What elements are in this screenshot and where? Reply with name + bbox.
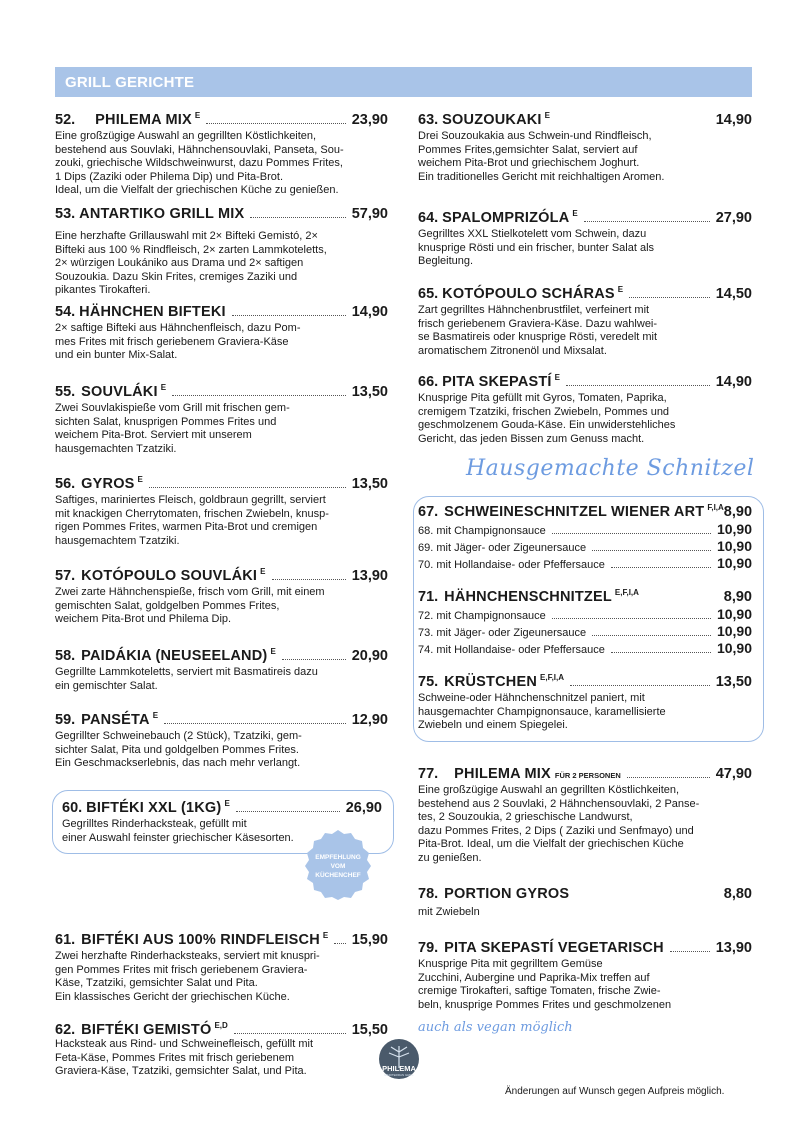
chef-recommendation-badge — [302, 828, 374, 900]
menu-item-79 — [418, 936, 752, 1012]
menu-item-61 — [55, 928, 388, 1004]
menu-item-63 — [418, 108, 752, 184]
item-allergens: E — [322, 931, 329, 940]
menu-item-67 — [418, 500, 752, 571]
item-name: BIFTÉKI XXL (1KG) — [86, 800, 222, 816]
item-allergens: E — [194, 111, 201, 120]
schnitzel-section-title: Hausgemachte Schnitzel — [466, 456, 755, 481]
badge-line3: KÜCHENCHEF — [315, 872, 361, 879]
item-price: 13,50 — [351, 384, 388, 400]
menu-item-52 — [55, 108, 388, 198]
item-number: 53. — [55, 206, 76, 222]
item-number: 78. — [418, 886, 439, 902]
item-description: Gegrilltes Rinderhacksteak, gefüllt mit einer Auswahl feinster griechischer Käsesorten. — [62, 818, 294, 844]
item-number: 62. — [55, 1022, 76, 1038]
item-description: Gegrillte Lammkoteletts, serviert mit Basmatireis dazu ein gemischter Salat. — [55, 666, 318, 692]
item-description: mit Zwiebeln — [418, 906, 480, 918]
item-name: SOUVLÁKI — [81, 384, 158, 400]
item-description: Schweine-oder Hähnchenschnitzel paniert, mit hausgemachter Champignonsauce, karamellisierte Zwiebeln und einem Spiegelei. — [418, 692, 666, 732]
item-name: PHILEMA MIX — [454, 766, 551, 782]
menu-item-55 — [55, 380, 388, 456]
section-header — [55, 67, 752, 97]
logo-subtitle: MEDITERRAN GRILL — [384, 1073, 414, 1077]
item-number: 61. — [55, 932, 76, 948]
item-allergens: E,D — [214, 1021, 228, 1030]
menu-item-56 — [55, 472, 388, 548]
item-name: PHILEMA MIX — [95, 112, 192, 128]
item-price: 14,90 — [715, 112, 752, 128]
menu-item-58 — [55, 644, 388, 693]
item-number: 63. — [418, 112, 439, 128]
menu-item-53 — [55, 202, 388, 298]
item-price: 13,50 — [715, 674, 752, 690]
item-description: Zwei herzhafte Rinderhacksteaks, serviert mit knuspri- gen Pommes Frites mit frisch geriebenem Graviera- Käse, Tzatziki, gemsichter Salat und Pita. Ein klassisches Gericht der griechischen Küche. — [55, 950, 320, 1003]
item-name: PANSÉTA — [81, 712, 150, 728]
item-price: 13,90 — [715, 940, 752, 956]
menu-item-57 — [55, 564, 388, 627]
item-price: 20,90 — [351, 648, 388, 664]
item-description: 2× saftige Bifteki aus Hähnchenfleisch, dazu Pom- mes Frites mit frisch geriebenem Graviera-Käse und ein bunter Mix-Salat. — [55, 322, 301, 362]
item-allergens: E — [260, 567, 266, 576]
item-price: 15,50 — [351, 1022, 388, 1038]
item-number: 67. — [418, 504, 439, 520]
item-name: BIFTÉKI AUS 100% RINDFLEISCH — [81, 932, 320, 948]
item-price: 15,90 — [351, 932, 388, 948]
item-name: KOTÓPOULO SCHÁRAS — [442, 286, 615, 302]
item-description: Eine herzhafte Grillauswahl mit 2× Bifteki Gemistó, 2× Bifteki aus 100 % Rindfleisch, 2× zarten Lammkoteletts, 2× würzigen Loukániko aus Drama und 2× saftigen Souzoukia. Dazu Skin Frites, cremiges Zaziki und pikantes Tirokafteri. — [55, 230, 327, 297]
sub-item: 74. mit Hollandaise- oder Pfeffersauce 10,90 — [418, 640, 752, 656]
badge-line1: EMPFEHLUNG — [315, 854, 361, 861]
item-description: Knusprige Pita mit gegrilltem Gemüse Zucchini, Aubergine und Paprika-Mix treffen auf cremige Tirokafteri, saftige Tomaten, frische Zwie- beln, knusprige Pommes Frites und geschmolzenen — [418, 958, 672, 1011]
item-price: 47,90 — [715, 766, 752, 782]
item-description: Saftiges, mariniertes Fleisch, goldbraun gegrillt, serviert mit knackigen Cherrytomaten, frischen Zwiebeln, knusp- rigen Pommes Frites, warmen Pita-Brot und cremigen hausgemachtem Tzatziki. — [55, 494, 329, 547]
item-number: 79. — [418, 940, 439, 956]
item-number: 77. — [418, 766, 439, 782]
item-name: KRÜSTCHEN — [444, 674, 538, 690]
item-allergens: E — [544, 111, 550, 120]
item-number: 66. — [418, 374, 439, 390]
item-allergens: E — [617, 285, 624, 294]
item-price: 27,90 — [715, 210, 752, 226]
item-number: 75. — [418, 674, 439, 690]
menu-item-64 — [418, 206, 752, 269]
item-number: 58. — [55, 648, 76, 664]
item-allergens: E — [160, 383, 167, 392]
item-description: Eine großzügige Auswahl an gegrillten Köstlichkeiten, bestehend aus 2 Souvlaki, 2 Hähnchensouvlaki, 2 Panse- tes, 2 Souzoukia, 2 grieschische Landwurst, dazu Pommes Frites, 2 Dips ( Zaziki und Senfmayo) und Pita-Brot. Ideal, um die Vielfalt der griechischen Küche zu genießen. — [418, 784, 700, 864]
item-allergens: E — [152, 711, 159, 720]
menu-item-66 — [418, 370, 752, 446]
item-name: ANTARTIKO GRILL MIX — [79, 206, 245, 222]
badge-line2: VOM — [330, 863, 346, 870]
item-price: 26,90 — [345, 800, 382, 816]
item-name: KOTÓPOULO SOUVLÁKI — [81, 568, 258, 584]
item-name: GYROS — [81, 476, 135, 492]
sub-item: 70. mit Hollandaise- oder Pfeffersauce 10,90 — [418, 555, 752, 571]
item-name: SOUZOUKAKI — [442, 112, 542, 128]
menu-item-78 — [418, 882, 752, 920]
item-description: Hacksteak aus Rind- und Schweinefleisch, gefüllt mit Feta-Käse, Pommes Frites mit frisch geriebenem Graviera-Käse, Tzatziki, gemsichter Salat, und Pita. — [55, 1038, 314, 1078]
sub-item: 73. mit Jäger- oder Zigeunersauce 10,90 — [418, 623, 752, 639]
item-name: HÄHNCHEN BIFTEKI — [79, 304, 226, 320]
sub-item: 68. mit Champignonsauce 10,90 — [418, 521, 752, 537]
item-number: 65. — [418, 286, 439, 302]
philema-logo — [368, 1038, 430, 1080]
item-note: FÜR 2 PERSONEN — [554, 771, 621, 780]
item-description: Zwei Souvlakispieße vom Grill mit frischen gem- sichten Salat, knusprigen Pommes Frites und weichem Pita-Brot. Serviert mit unserem hausgemachten Tzatziki. — [55, 402, 290, 455]
menu-item-77 — [418, 762, 752, 866]
item-allergens: E — [270, 647, 276, 656]
item-price: 13,90 — [351, 568, 388, 584]
item-description: Eine großzügige Auswahl an gegrillten Köstlichkeiten, bestehend aus Souvlaki, Hähnchensouvlaki, Panseta, Sou- zouki, griechische Wildschweinwurst, dazu Pommes Frites, 1 Dips (Zaziki oder Philema Dip) und Pita-Brot. Ideal, um die Vielfalt der griechischen Küche zu genießen. — [55, 130, 344, 197]
section-title: GRILL GERICHTE — [65, 74, 195, 91]
item-name: PITA SKEPASTÍ — [442, 374, 552, 390]
item-allergens: E — [554, 373, 560, 382]
item-number: 59. — [55, 712, 76, 728]
item-description: Zart gegrilltes Hähnchenbrustfilet, verfeinert mit frisch geriebenem Graviera-Käse. Dazu wahlwei- se Basmatireis oder knusprige Rösti, veredelt mit aromatischem Zitronenöl und Mixsalat. — [418, 304, 658, 357]
item-price: 14,90 — [351, 304, 388, 320]
item-number: 52. — [55, 112, 76, 128]
item-allergens: E — [224, 799, 230, 808]
logo-name: PHILEMA — [382, 1064, 416, 1073]
item-allergens: E — [137, 475, 143, 484]
item-name: PORTION GYROS — [444, 886, 570, 902]
item-description: Drei Souzoukakia aus Schwein-und Rindfleisch, Pommes Frites,gemsichter Salat, serviert auf weichem Pita-Brot und griechischem Joghurt. Ein traditionelles Gericht mit reichhaltigen Aromen. — [418, 130, 665, 183]
item-name: SPALOMPRIZÓLA — [442, 210, 570, 226]
sub-item: 69. mit Jäger- oder Zigeunersauce 10,90 — [418, 538, 752, 554]
item-allergens: E,F,I,A — [540, 673, 565, 682]
item-description: Gegrilltes XXL Stielkotelett vom Schwein, dazu knusprige Rösti und ein frischer, bunter Salat als Begleitung. — [418, 228, 655, 268]
menu-item-71 — [418, 585, 752, 656]
item-allergens: F,I,A — [707, 503, 724, 512]
item-name: HÄHNCHENSCHNITZEL — [444, 589, 612, 605]
item-description: Gegrillter Schweinebauch (2 Stück), Tzatziki, gem- sichter Salat, Pita und goldgelben Pommes Frites. Ein Geschmackserlebnis, das nach mehr verlangt. — [55, 730, 302, 770]
item-name: PITA SKEPASTÍ VEGETARISCH — [444, 940, 664, 956]
item-price: 12,90 — [351, 712, 388, 728]
item-name: BIFTÉKI GEMISTÓ — [81, 1022, 212, 1038]
sub-item: 72. mit Champignonsauce 10,90 — [418, 606, 752, 622]
item-number: 71. — [418, 589, 439, 605]
item-allergens: E — [572, 209, 578, 218]
item-number: 56. — [55, 476, 76, 492]
item-name: SCHWEINESCHNITZEL WIENER ART — [444, 504, 705, 520]
menu-item-59 — [55, 708, 388, 771]
item-price: 13,50 — [351, 476, 388, 492]
footer-note: Änderungen auf Wunsch gegen Aufpreis möglich. — [505, 1086, 725, 1097]
menu-item-62 — [55, 1018, 388, 1079]
item-number: 57. — [55, 568, 76, 584]
vegan-note: auch als vegan möglich — [418, 1020, 573, 1035]
item-price: 23,90 — [351, 112, 388, 128]
menu-item-75 — [418, 670, 752, 733]
item-number: 60. — [62, 800, 83, 816]
menu-item-54 — [55, 300, 388, 363]
item-name: PAIDÁKIA (NEUSEELAND) — [81, 648, 268, 664]
item-price: 14,90 — [715, 374, 752, 390]
item-number: 55. — [55, 384, 76, 400]
item-price: 8,80 — [723, 886, 752, 902]
item-number: 54. — [55, 304, 76, 320]
item-allergens: E,F,I,A — [614, 588, 639, 597]
item-price: 8,90 — [723, 589, 752, 605]
item-price: 14,50 — [715, 286, 752, 302]
item-number: 64. — [418, 210, 439, 226]
item-description: Knusprige Pita gefüllt mit Gyros, Tomaten, Paprika, cremigem Tzatziki, frischen Zwiebeln, Pommes und geschmolzenem Gouda-Käse. Ein unwiderstehliches Gericht, das jeden Bissen zum Genuss macht. — [418, 392, 676, 445]
item-price: 57,90 — [351, 206, 388, 222]
menu-item-65 — [418, 282, 752, 358]
item-description: Zwei zarte Hähnchenspieße, frisch vom Grill, mit einem gemischten Salat, goldgelben Pommes Frites, weichem Pita-Brot und Philema Dip. — [55, 586, 325, 626]
item-price: 8,90 — [723, 504, 753, 520]
